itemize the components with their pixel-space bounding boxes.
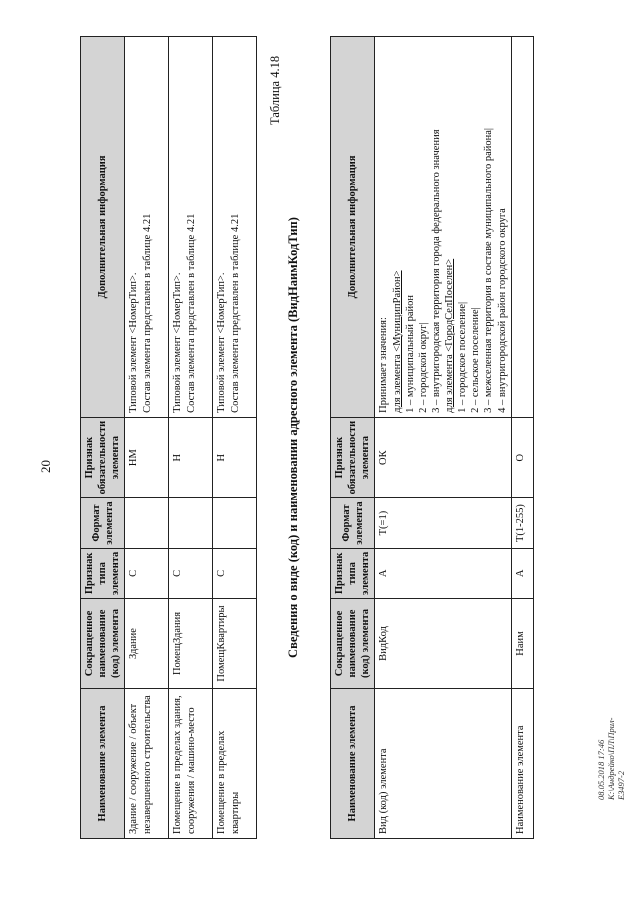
header-required: Признак обязательности элемента [331,417,375,498]
cell-code: Здание [125,599,169,689]
cell-type: А [375,548,511,598]
cell-info [511,37,533,418]
info-item: 1 – городское поселение| [457,301,469,413]
cell-format: T(1-255) [511,498,533,548]
cell-format [125,498,169,548]
page-number: 20 [38,460,53,473]
cell-info [125,37,169,418]
table-row [125,37,169,839]
table-row [213,37,257,839]
table-title: Сведения о виде (код) и наименовании адресного элемента (ВидНаимКодТип) [286,217,300,658]
header-format: Формат элемента [331,498,375,548]
header-format: Формат элемента [81,498,125,548]
cell-code: ВидКод [375,599,511,689]
cell-type: С [125,548,169,598]
cell-required: Н [213,417,257,498]
header-info: Дополнительная информация [331,37,375,418]
cell-code: Наим [511,599,533,689]
cell-name: Вид (код) элемента [375,689,511,839]
header-required: Признак обязательности элемента [81,417,125,498]
cell-name: Помещение в пределах здания, сооружения / машино-место [169,689,213,839]
header-type: Признак типа элемента [331,548,375,598]
info-item: 2 – городской округ| [417,322,429,413]
cell-required: О [511,417,533,498]
cell-format [213,498,257,548]
header-type: Признак типа элемента [81,548,125,598]
table-header-row [331,37,375,839]
header-info: Дополнительная информация [81,37,125,418]
info-line: Состав элемента представлен в таблице 4.21 [141,213,153,413]
cell-format [169,498,213,548]
cell-info [169,37,213,418]
stamp-line: 08.05.2018 17:46 [596,739,606,800]
info-item: 3 – межселенная территория в составе муниципального района| [483,127,495,413]
header-code: Сокращенное наименование (код) элемента [331,599,375,689]
cell-required: ОК [375,417,511,498]
info-line: Типовой элемент <НомерТип>. [172,272,184,413]
stamp-line: К:\Андрейко\ПЛ\Прил-ЕЗ497-2 [606,717,626,800]
info-group-title: для элемента <МуниципРайон> [391,270,403,413]
file-stamp [596,700,626,800]
info-item: 3 – внутригородская территория города федерального значения [430,129,442,413]
cell-info [213,37,257,418]
header-code: Сокращенное наименование (код) элемента [81,599,125,689]
table-row [375,37,511,839]
cell-type: С [169,548,213,598]
table-row [169,37,213,839]
cell-info [375,37,511,418]
info-group-title: для элемента <ГородСелПоселен> [444,258,455,413]
info-intro: Принимает значения: [378,317,390,413]
address-element-table [330,36,534,839]
info-item: 2 – сельское поселение| [470,307,482,413]
cell-name: Здание / сооружение / объект незавершенного строительства [125,689,169,839]
cell-type: С [213,548,257,598]
table-row [511,37,533,839]
info-item: 1 – муниципальный район [404,295,416,413]
info-item: 4 – внутригородской район городского округа [496,208,508,413]
info-line: Состав элемента представлен в таблице 4.21 [185,213,197,413]
info-line: Типовой элемент <НомерТип>. [216,272,228,413]
table-header-row [81,37,125,839]
cell-code: ПомещКвартиры [213,599,257,689]
cell-name: Наименование элемента [511,689,533,839]
info-line: Состав элемента представлен в таблице 4.21 [229,213,241,413]
cell-required: НМ [125,417,169,498]
header-name: Наименование элемента [81,689,125,839]
cell-code: ПомещЗдания [169,599,213,689]
cell-name: Помещение в пределах квартиры [213,689,257,839]
info-line: Типовой элемент <НомерТип>. [128,272,140,413]
cell-type: А [511,548,533,598]
elements-table [80,36,257,839]
header-name: Наименование элемента [331,689,375,839]
cell-format: T(=1) [375,498,511,548]
cell-required: Н [169,417,213,498]
table-label: Таблица 4.18 [268,55,282,125]
